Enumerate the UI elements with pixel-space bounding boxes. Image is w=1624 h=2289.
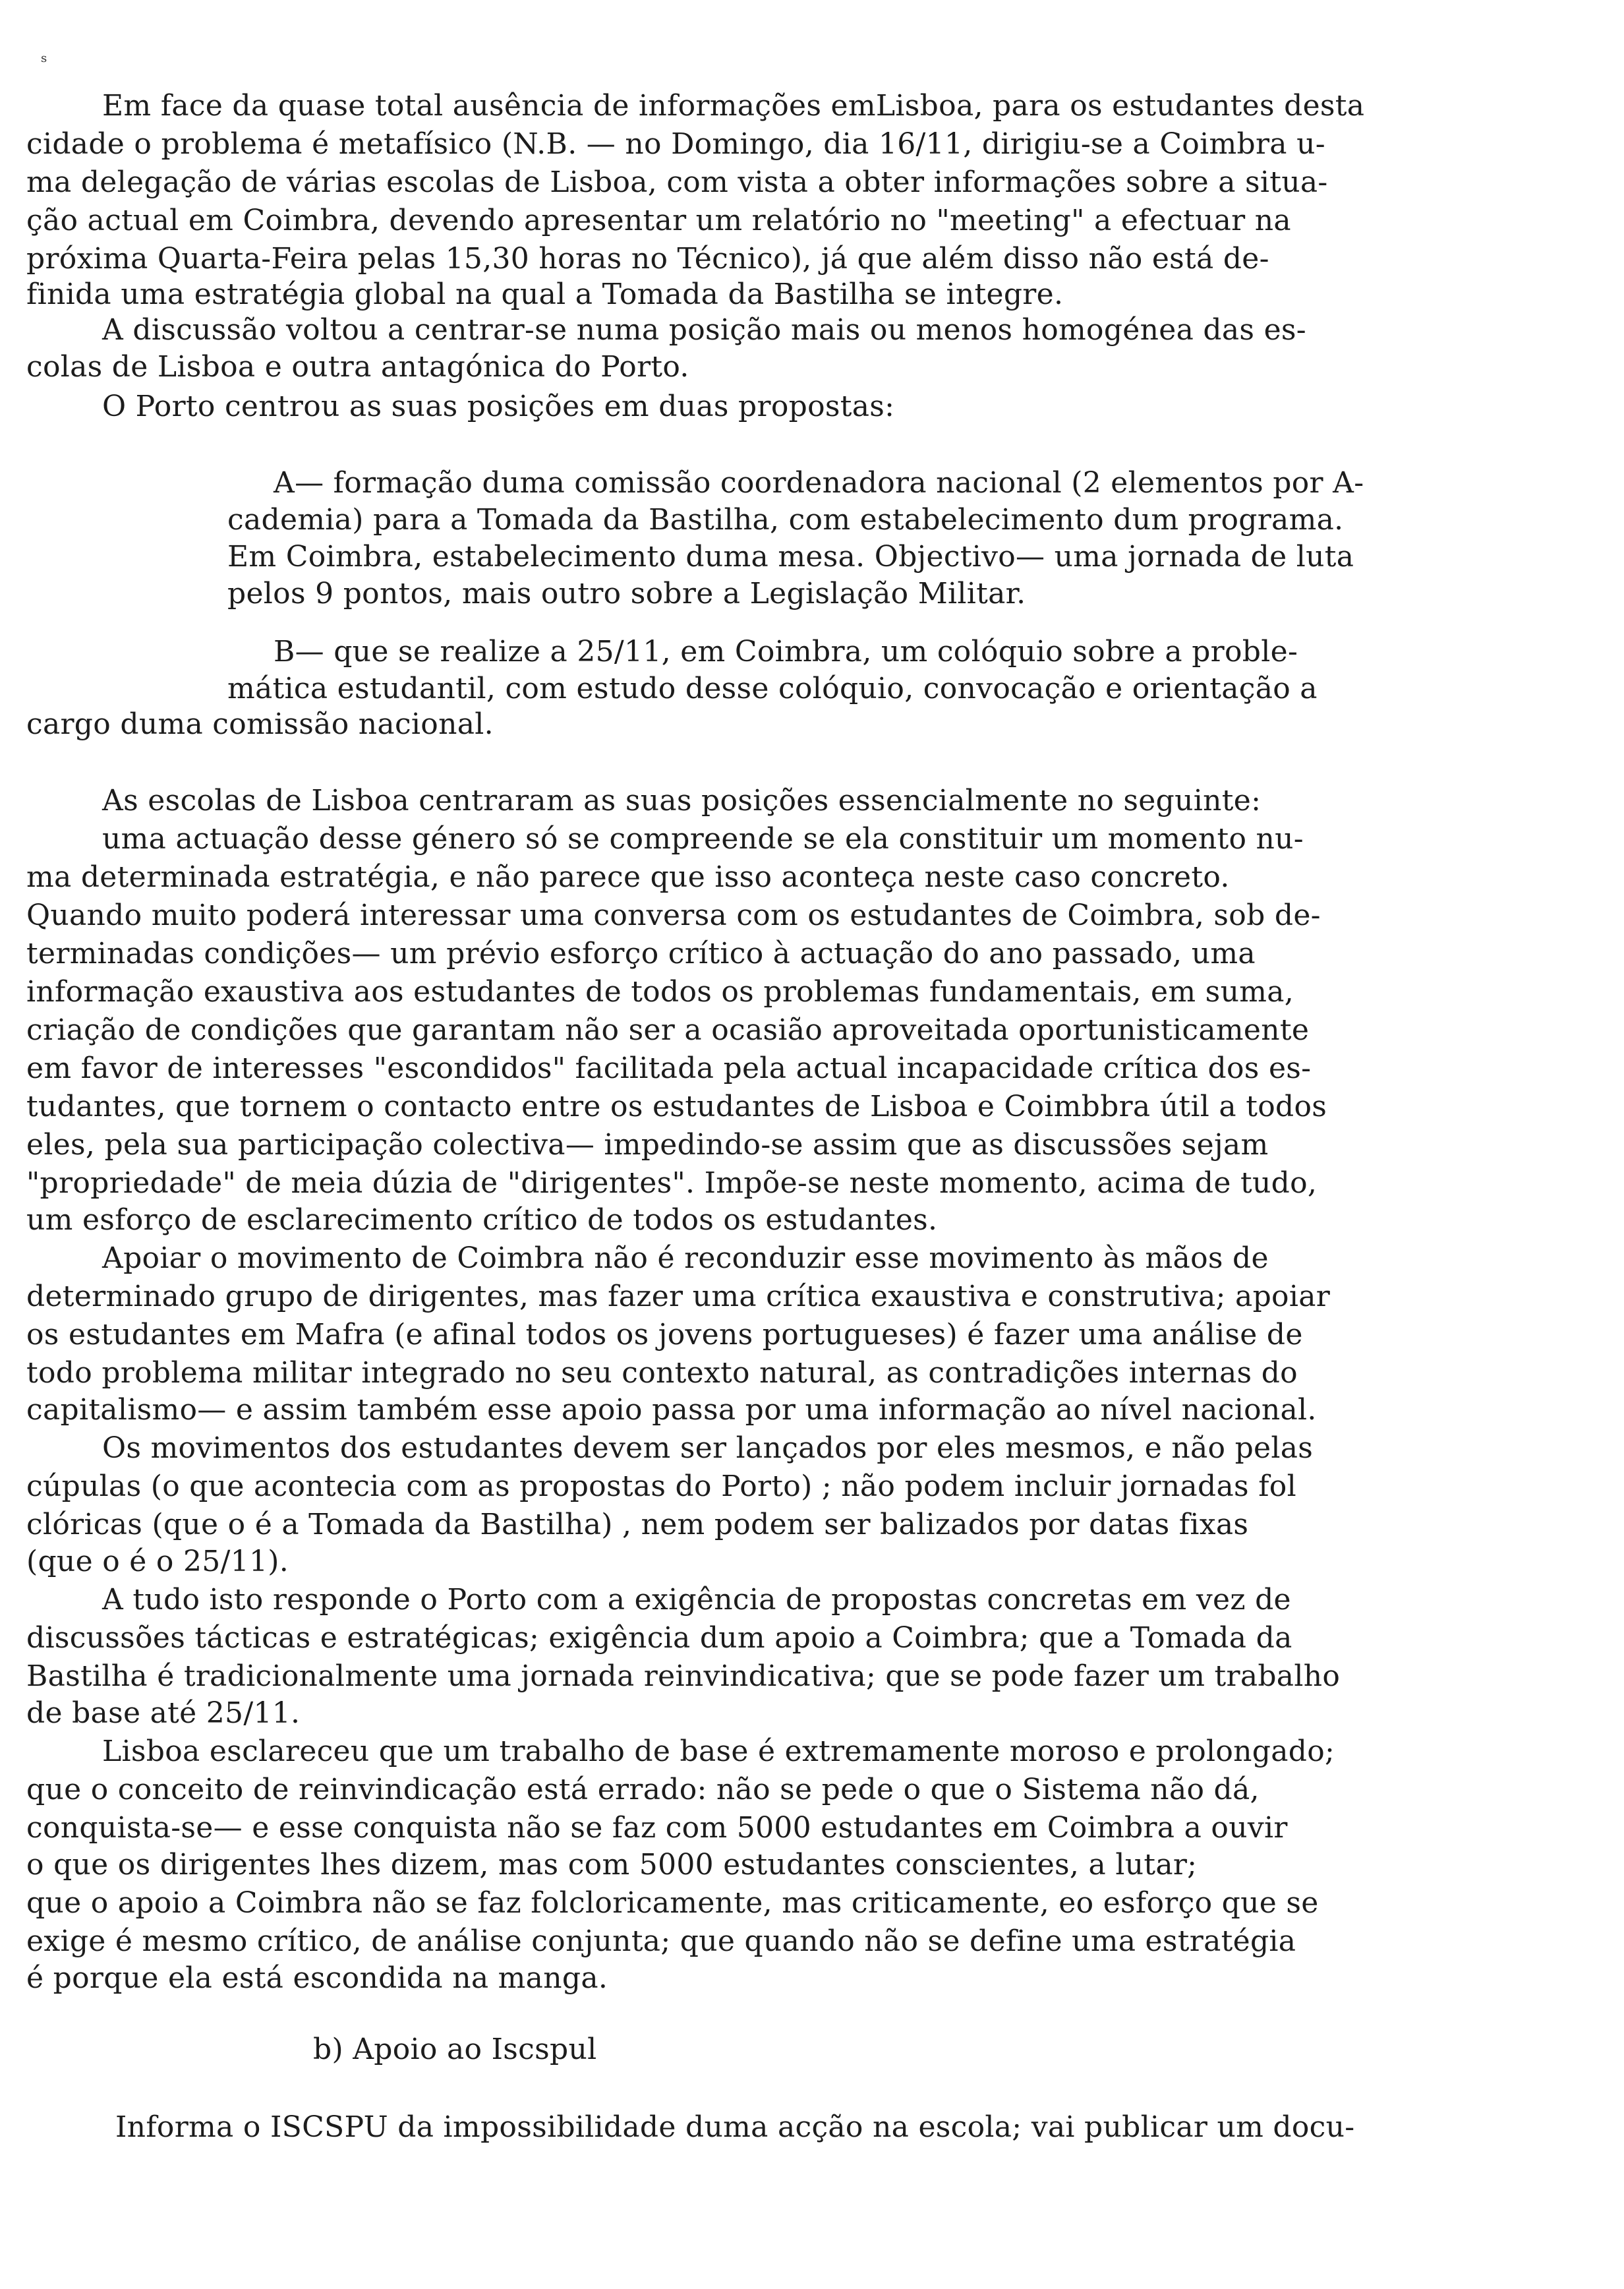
text-line: uma actuação desse género só se compreende se ela constituir um momento nu- xyxy=(102,822,1304,856)
text-line: próxima Quarta-Feira pelas 15,30 horas no Técnico), já que além disso não está de- xyxy=(26,242,1269,276)
text-line: O Porto centrou as suas posições em duas propostas: xyxy=(102,390,895,423)
text-line: terminadas condições— um prévio esforço crítico à actuação do ano passado, uma xyxy=(26,937,1256,970)
text-line: os estudantes em Mafra (e afinal todos os jovens portugueses) é fazer uma análise de xyxy=(26,1318,1303,1352)
text-line: pelos 9 pontos, mais outro sobre a Legislação Militar. xyxy=(227,577,1026,610)
text-line: todo problema militar integrado no seu contexto natural, as contradições internas do xyxy=(26,1356,1298,1390)
text-line: Informa o ISCSPU da impossibilidade duma acção na escola; vai publicar um docu- xyxy=(115,2110,1355,2144)
text-line: discussões tácticas e estratégicas; exigência dum apoio a Coimbra; que a Tomada da xyxy=(26,1621,1292,1655)
text-line: Quando muito poderá interessar uma conversa com os estudantes de Coimbra, sob de- xyxy=(26,899,1321,932)
text-line: Em face da quase total ausência de informações emLisboa, para os estudantes desta xyxy=(102,89,1365,123)
text-line: cidade o problema é metafísico (N.B. — no Domingo, dia 16/11, dirigiu-se a Coimbra u- xyxy=(26,127,1325,161)
text-line: mática estudantil, com estudo desse colóquio, convocação e orientação a xyxy=(227,672,1318,705)
text-line: colas de Lisboa e outra antagónica do Porto. xyxy=(26,350,689,384)
text-line: criação de condições que garantam não ser a ocasião aproveitada oportunisticamente xyxy=(26,1013,1310,1047)
text-line: eles, pela sua participação colectiva— impedindo-se assim que as discussões sejam xyxy=(26,1128,1269,1162)
text-line: é porque ela está escondida na manga. xyxy=(26,1961,608,1995)
text-line: que o apoio a Coimbra não se faz folcloricamente, mas criticamente, eo esforço que se xyxy=(26,1886,1319,1920)
text-line: (que o é o 25/11). xyxy=(26,1545,289,1578)
text-line: "propriedade" de meia dúzia de "dirigentes". Impõe-se neste momento, acima de tudo, xyxy=(26,1166,1318,1200)
text-line: tudantes, que tornem o contacto entre os estudantes de Lisboa e Coimbbra útil a todos xyxy=(26,1090,1327,1123)
text-line: Lisboa esclareceu que um trabalho de base é extremamente moroso e prolongado; xyxy=(102,1735,1335,1768)
section-heading: b) Apoio ao Iscspul xyxy=(313,2033,597,2066)
text-line: ma delegação de várias escolas de Lisboa, com vista a obter informações sobre a situa- xyxy=(26,165,1328,199)
text-line: A tudo isto responde o Porto com a exigência de propostas concretas em vez de xyxy=(102,1583,1291,1617)
text-line: o que os dirigentes lhes dizem, mas com 5000 estudantes conscientes, a lutar; xyxy=(26,1848,1198,1882)
text-line: Bastilha é tradicionalmente uma jornada reinvindicativa; que se pode fazer um trabalho xyxy=(26,1659,1341,1693)
text-line: cademia) para a Tomada da Bastilha, com estabelecimento dum programa. xyxy=(227,503,1344,537)
text-line: determinado grupo de dirigentes, mas fazer uma crítica exaustiva e construtiva; apoiar xyxy=(26,1280,1331,1313)
text-line: clóricas (que o é a Tomada da Bastilha) , nem podem ser balizados por datas fixas xyxy=(26,1508,1249,1541)
text-line: ção actual em Coimbra, devendo apresentar um relatório no "meeting" a efectuar na xyxy=(26,204,1291,237)
text-line: A— formação duma comissão coordenadora nacional (2 elementos por A- xyxy=(274,466,1364,500)
text-line: B— que se realize a 25/11, em Coimbra, um colóquio sobre a proble- xyxy=(274,635,1298,669)
text-line: Apoiar o movimento de Coimbra não é reconduzir esse movimento às mãos de xyxy=(102,1241,1269,1275)
text-line: cargo duma comissão nacional. xyxy=(26,707,494,741)
text-line: de base até 25/11. xyxy=(26,1696,301,1730)
text-line: cúpulas (o que acontecia com as propostas do Porto) ; não podem incluir jornadas fol xyxy=(26,1470,1296,1503)
text-line: finida uma estratégia global na qual a Tomada da Bastilha se integre. xyxy=(26,278,1064,311)
text-line: capitalismo— e assim também esse apoio passa por uma informação ao nível nacional. xyxy=(26,1393,1317,1427)
text-line: Em Coimbra, estabelecimento duma mesa. Objectivo— uma jornada de luta xyxy=(227,540,1354,574)
text-line: em favor de interesses "escondidos" facilitada pela actual incapacidade crítica dos es- xyxy=(26,1052,1312,1085)
text-line: ma determinada estratégia, e não parece que isso aconteça neste caso concreto. xyxy=(26,860,1230,894)
text-line: conquista-se— e esse conquista não se faz com 5000 estudantes em Coimbra a ouvir xyxy=(26,1811,1288,1845)
text-line: exige é mesmo crítico, de análise conjunta; que quando não se define uma estratégia xyxy=(26,1924,1296,1958)
text-line: Os movimentos dos estudantes devem ser lançados por eles mesmos, e não pelas xyxy=(102,1431,1314,1465)
text-line: A discussão voltou a centrar-se numa posição mais ou menos homogénea das es- xyxy=(102,313,1306,347)
text-line: As escolas de Lisboa centraram as suas posições essencialmente no seguinte: xyxy=(102,784,1262,818)
corner-mark: s xyxy=(41,51,47,65)
text-line: informação exaustiva aos estudantes de todos os problemas fundamentais, em suma, xyxy=(26,975,1294,1009)
text-line: um esforço de esclarecimento crítico de todos os estudantes. xyxy=(26,1203,938,1237)
text-line: que o conceito de reinvindicação está errado: não se pede o que o Sistema não dá, xyxy=(26,1773,1260,1806)
